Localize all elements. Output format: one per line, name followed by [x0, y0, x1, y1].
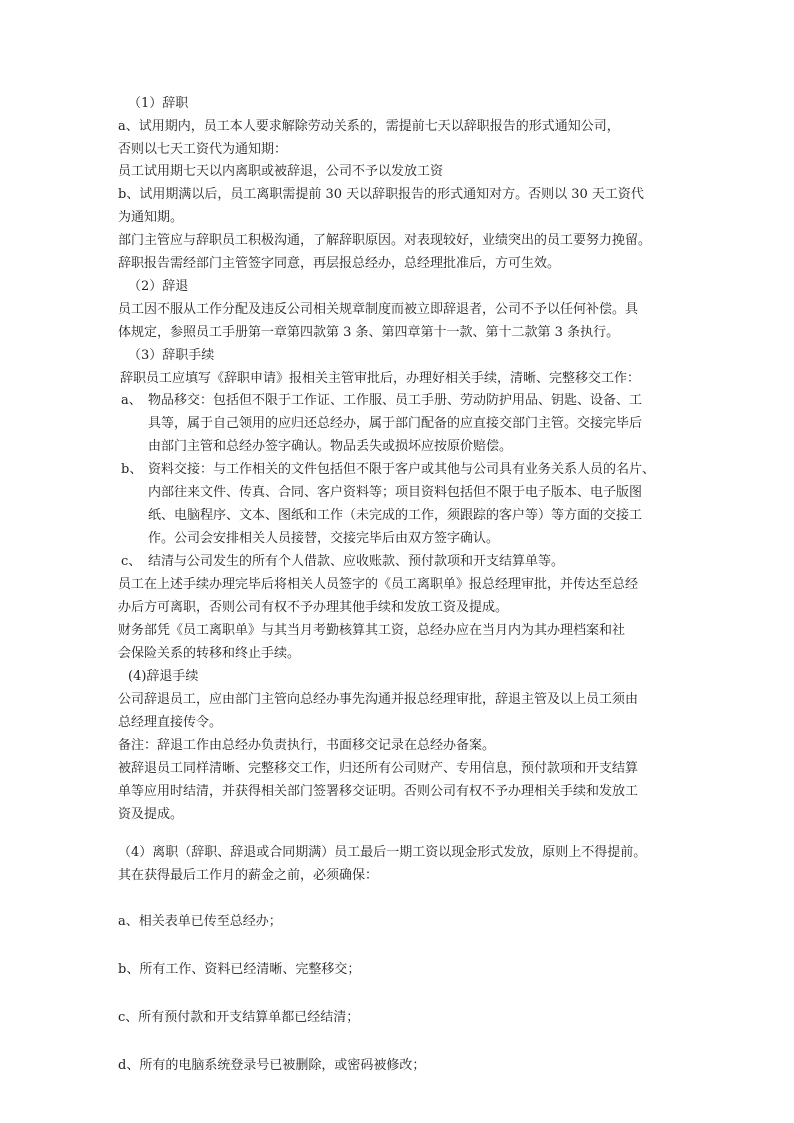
list-item-line: 具等，属于自己领用的应归还总经办，属于部门配备的应直接交部门主管。交接完毕后 [148, 416, 643, 431]
paragraph-line: 其在获得最后工作月的薪金之前，必须确保： [118, 868, 379, 883]
paragraph-line: 辞职员工应填写《辞职申请》报相关主管审批后，办理好相关手续，清晰、完整移交工作： [120, 371, 641, 386]
note-line: 备注：辞退工作由总经办负责执行，书面移交记录在总经办备案。 [118, 738, 496, 753]
list-item-line: 纸、电脑程序、文本、图纸和工作（未完成的工作，须跟踪的客户等）等方面的交接工 [148, 508, 643, 523]
list-item-line: 内部往来文件、传真、合同、客户资料等；项目资料包括但不限于电子版本、电子版图 [148, 485, 643, 500]
paragraph-line: 部门主管应与辞职员工积极沟通，了解辞职原因。对表现较好，业绩突出的员工要努力挽留。 [118, 233, 652, 248]
list-item-label: b、 [121, 462, 143, 477]
section-heading-resignation-procedure: （3）辞职手续 [128, 348, 215, 363]
checklist-item: b、所有工作、资料已经清晰、完整移交； [118, 962, 361, 977]
paragraph-line: 员工在上述手续办理完毕后将相关人员签字的《员工离职单》报总经理审批，并传达至总经 [118, 577, 639, 592]
paragraph-line: 被辞退员工同样清晰、完整移交工作，归还所有公司财产、专用信息，预付款项和开支结算 [118, 761, 639, 776]
paragraph-line: 办后方可离职，否则公司有权不予办理其他手续和发放工资及提成。 [118, 600, 509, 615]
list-item-label: a、 [121, 393, 142, 408]
paragraph-line: 辞职报告需经部门主管签字同意，再层报总经办，总经理批准后，方可生效。 [118, 256, 561, 271]
paragraph-line: 资及提成。 [118, 807, 184, 822]
paragraph-line: b、试用期满以后，员工离职需提前 30 天以辞职报告的形式通知对方。否则以 30 天工资代 [118, 187, 644, 202]
paragraph-line: 单等应用时结清，并获得相关部门签署移交证明。否则公司有权不予办理相关手续和发放工 [118, 784, 639, 799]
paragraph-line: （4）离职（辞职、辞退或合同期满）员工最后一期工资以现金形式发放，原则上不得提前。 [118, 845, 647, 860]
list-item-line: 资料交接：与工作相关的文件包括但不限于客户或其他与公司具有业务关系人员的名片、 [148, 462, 656, 477]
paragraph-line: 否则以七天工资代为通知期： [118, 142, 288, 157]
paragraph-line: 财务部凭《员工离职单》与其当月考勤核算其工资，总经办应在当月内为其办理档案和社 [118, 623, 626, 638]
paragraph-line: 为通知期。 [118, 210, 184, 225]
list-item-line: 由部门主管和总经办签字确认。物品丢失或损坏应按原价赔偿。 [148, 439, 513, 454]
checklist-item: d、所有的电脑系统登录号已被删除，或密码被修改； [118, 1058, 426, 1073]
section-heading-resignation: （1）辞职 [128, 96, 189, 111]
paragraph-line: 公司辞退员工，应由部门主管向总经办事先沟通并报总经理审批，辞退主管及以上员工须由 [118, 692, 639, 707]
section-heading-dismissal-procedure: (4)辞退手续 [128, 669, 199, 684]
list-item-line: 物品移交：包括但不限于工作证、工作服、员工手册、劳动防护用品、钥匙、设备、工 [148, 393, 643, 408]
list-item-line: 结清与公司发生的所有个人借款、应收账款、预付款项和开支结算单等。 [148, 554, 565, 569]
checklist-item: a、相关表单已传至总经办； [118, 914, 282, 929]
paragraph-line: 员工试用期七天以内离职或被辞退，公司不予以发放工资 [118, 164, 444, 179]
list-item-line: 作。公司会安排相关人员接替，交接完毕后由双方签字确认。 [148, 531, 500, 546]
paragraph-line: a、试用期内，员工本人要求解除劳动关系的，需提前七天以辞职报告的形式通知公司， [118, 119, 620, 134]
paragraph-line: 总经理直接传令。 [118, 715, 223, 730]
paragraph-line: 员工因不服从工作分配及违反公司相关规章制度而被立即辞退者，公司不予以任何补偿。具 [118, 302, 639, 317]
section-heading-dismissal: （2）辞退 [128, 279, 189, 294]
list-item-label: c、 [121, 554, 142, 569]
checklist-item: c、所有预付款和开支结算单都已经结清； [118, 1010, 360, 1025]
paragraph-line: 会保险关系的转移和终止手续。 [118, 646, 301, 661]
paragraph-line: 体规定，参照员工手册第一章第四款第 3 条、第四章第十一款、第十二款第 3 条执行。 [118, 325, 620, 340]
